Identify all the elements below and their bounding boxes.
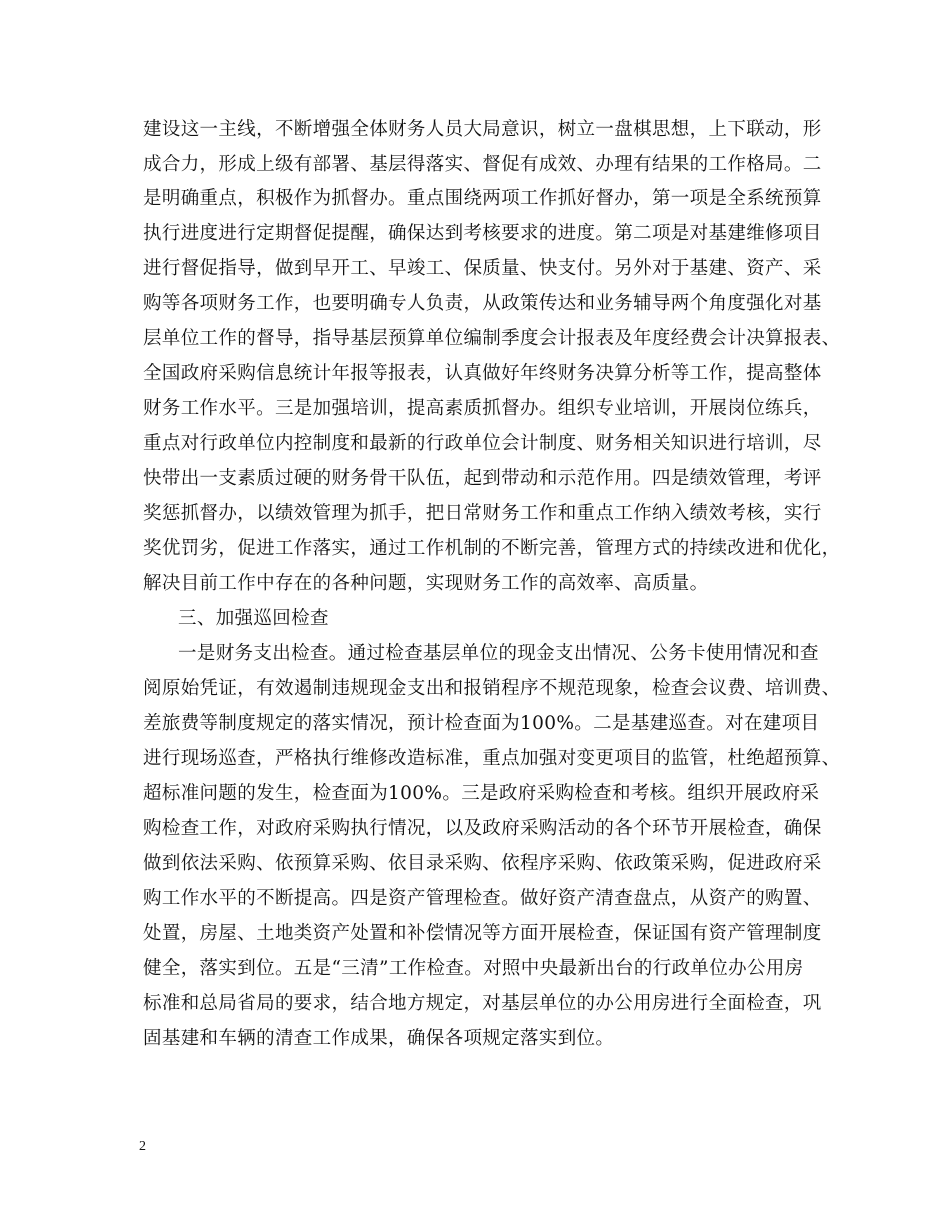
- body-text-line: 购工作水平的不断提高。四是资产管理检查。做好资产清查盘点，从资产的购置、: [143, 888, 822, 909]
- body-text-line: 进行督促指导，做到早开工、早竣工、保质量、快支付。另外对于基建、资产、采: [143, 258, 822, 279]
- body-text-line: 标准和总局省局的要求，结合地方规定，对基层单位的办公用房进行全面检查，巩: [143, 993, 822, 1014]
- body-text-line: 重点对行政单位内控制度和最新的行政单位会计制度、财务相关知识进行培训，尽: [143, 433, 822, 454]
- body-text-line: 奖优罚劣，促进工作落实，通过工作机制的不断完善，管理方式的持续改进和优化，: [143, 538, 841, 559]
- body-text-line: 购等各项财务工作，也要明确专人负责，从政策传达和业务辅导两个角度强化对基: [143, 293, 822, 314]
- body-text-line: 层单位工作的督导，指导基层预算单位编制季度会计报表及年度经费会计决算报表、: [143, 328, 841, 349]
- body-text-line: 是明确重点，积极作为抓督办。重点围绕两项工作抓好督办，第一项是全系统预算: [143, 188, 822, 209]
- body-text-line: 奖惩抓督办，以绩效管理为抓手，把日常财务工作和重点工作纳入绩效考核，实行: [143, 503, 822, 524]
- page-number: 2: [139, 1139, 146, 1154]
- body-text-line: 购检查工作，对政府采购执行情况，以及政府采购活动的各个环节开展检查，确保: [143, 818, 822, 839]
- body-text-line: 建设这一主线，不断增强全体财务人员大局意识，树立一盘棋思想，上下联动，形: [143, 119, 822, 140]
- body-text-line: 超标准问题的发生，检查面为100%。三是政府采购检查和考核。组织开展政府采: [143, 783, 820, 804]
- body-text-line: 解决目前工作中存在的各种问题，实现财务工作的高效率、高质量。: [143, 573, 709, 594]
- body-text-line: 一是财务支出检查。通过检查基层单位的现金支出情况、公务卡使用情况和查: [178, 643, 819, 664]
- body-text-line: 健全，落实到位。五是“三清”工作检查。对照中央最新出台的行政单位办公用房: [143, 958, 804, 979]
- body-text-line: 处置，房屋、土地类资产处置和补偿情况等方面开展检查，保证国有资产管理制度: [143, 923, 822, 944]
- body-text-line: 固基建和车辆的清查工作成果，确保各项规定落实到位。: [143, 1028, 615, 1049]
- section-heading: 三、加强巡回检查: [178, 608, 329, 629]
- body-text-line: 财务工作水平。三是加强培训，提高素质抓督办。组织专业培训，开展岗位练兵，: [143, 398, 822, 419]
- body-text-line: 进行现场巡查，严格执行维修改造标准，重点加强对变更项目的监管，杜绝超预算、: [143, 748, 841, 769]
- body-text-line: 做到依法采购、依预算采购、依目录采购、依程序采购、依政策采购，促进政府采: [143, 853, 822, 874]
- body-text-line: 阅原始凭证，有效遏制违规现金支出和报销程序不规范现象，检查会议费、培训费、: [143, 678, 841, 699]
- body-text-line: 成合力，形成上级有部署、基层得落实、督促有成效、办理有结果的工作格局。二: [143, 154, 822, 175]
- body-text-line: 全国政府采购信息统计年报等报表，认真做好年终财务决算分析等工作，提高整体: [143, 363, 822, 384]
- body-text-line: 快带出一支素质过硬的财务骨干队伍，起到带动和示范作用。四是绩效管理，考评: [143, 468, 822, 489]
- body-text-line: 差旅费等制度规定的落实情况，预计检查面为100%。二是基建巡查。对在建项目: [143, 713, 820, 734]
- body-text-line: 执行进度进行定期督促提醒，确保达到考核要求的进度。第二项是对基建维修项目: [143, 223, 822, 244]
